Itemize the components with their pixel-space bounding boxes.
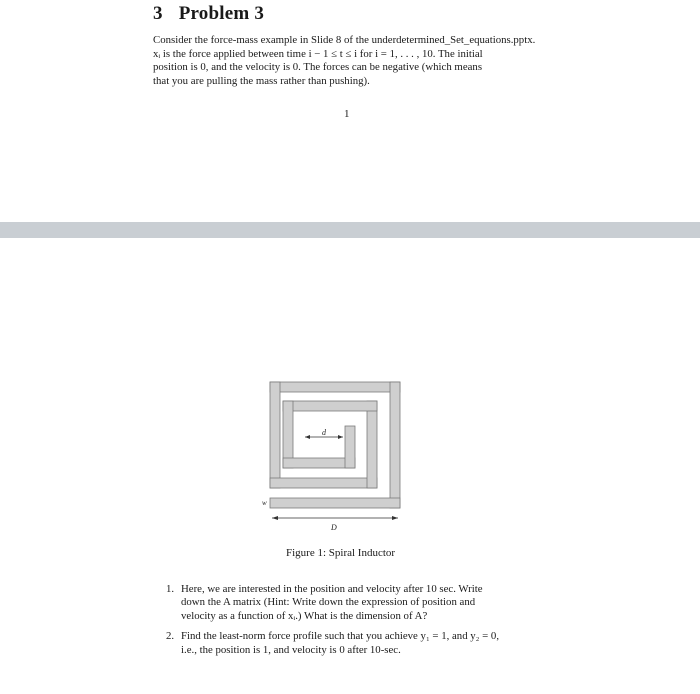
label-w: w bbox=[262, 499, 267, 507]
list-item bbox=[166, 630, 548, 657]
list-item bbox=[166, 583, 548, 623]
list-number: 2. bbox=[166, 630, 175, 643]
trace-segment bbox=[367, 401, 377, 488]
trace-segment bbox=[283, 458, 355, 468]
figure-caption: Figure 1: Spiral Inductor bbox=[286, 547, 396, 559]
question-list bbox=[166, 583, 548, 664]
page-number: 1 bbox=[344, 108, 350, 120]
list-item-line: Find the least-norm force profile such that you achieve y₁ = 1, and y₂ = 0, bbox=[181, 630, 500, 643]
trace-segment bbox=[390, 382, 400, 508]
page-separator bbox=[0, 222, 700, 238]
statement-line: Consider the force-mass example in Slide 8 of the underdetermined_Set_equations.pptx. bbox=[153, 34, 536, 46]
section-title: Problem 3 bbox=[178, 3, 265, 24]
arrowhead-left bbox=[305, 435, 310, 439]
spiral-trace bbox=[270, 382, 400, 508]
label-D: D bbox=[331, 523, 337, 532]
trace-segment bbox=[270, 478, 377, 488]
section-heading bbox=[153, 3, 264, 25]
trace-segment bbox=[345, 426, 355, 468]
trace-segment bbox=[270, 498, 400, 508]
trace-segment bbox=[270, 382, 400, 392]
arrowhead-left bbox=[272, 516, 278, 520]
page-2 bbox=[0, 238, 700, 690]
statement-line: xᵢ is the force applied between time i − 1 ≤ t ≤ i for i = 1, . . . , 10. The initial bbox=[153, 47, 483, 60]
statement-line: that you are pulling the mass rather than pushing). bbox=[153, 74, 370, 87]
arrowhead-right bbox=[338, 435, 343, 439]
list-item-line: Here, we are interested in the position and velocity after 10 sec. Write bbox=[181, 583, 483, 595]
statement-line: position is 0, and the velocity is 0. The forces can be negative (which means bbox=[153, 61, 483, 74]
arrowhead-right bbox=[392, 516, 398, 520]
label-d: d bbox=[322, 428, 326, 437]
trace-segment bbox=[283, 401, 377, 411]
problem-statement bbox=[153, 34, 583, 88]
page-1 bbox=[0, 0, 700, 222]
trace-segment bbox=[270, 382, 280, 488]
list-number: 1. bbox=[166, 583, 175, 595]
list-item-line: i.e., the position is 1, and velocity is 0 after 10-sec. bbox=[181, 643, 401, 656]
list-item-line: velocity as a function of xᵢ.) What is the dimension of A? bbox=[181, 609, 428, 622]
section-number: 3 bbox=[153, 3, 163, 24]
list-item-line: down the A matrix (Hint: Write down the expression of position and bbox=[181, 596, 476, 609]
